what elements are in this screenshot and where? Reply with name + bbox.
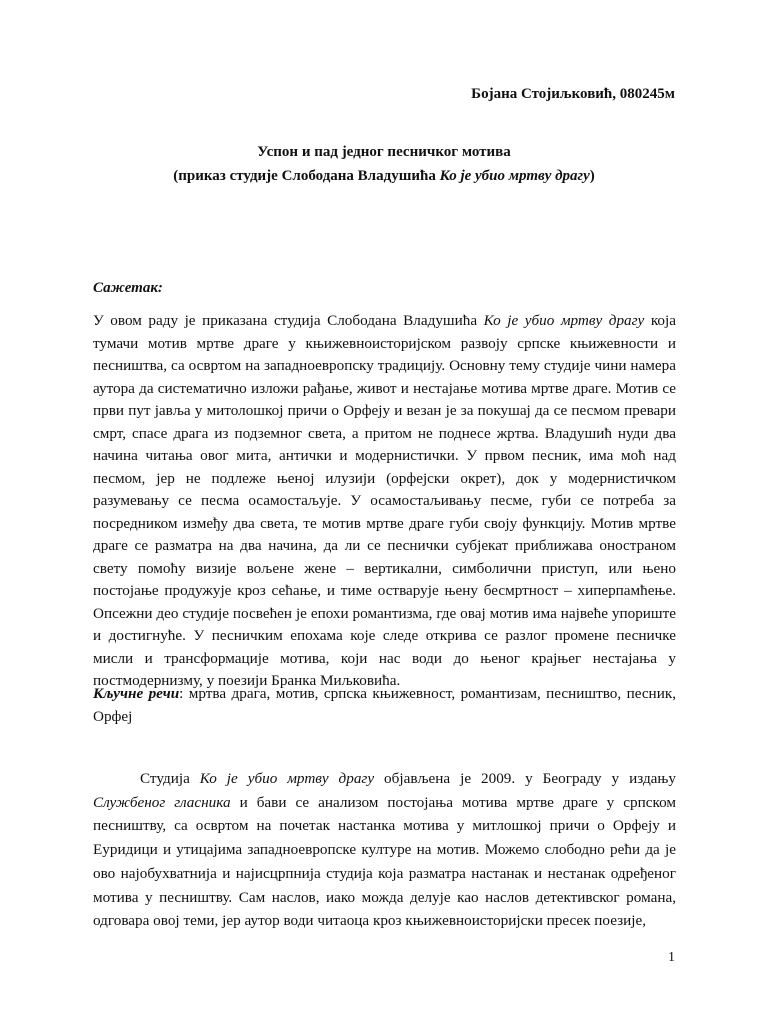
- author-name: Бојана Стојиљковић, 080245м: [471, 86, 675, 102]
- body-text-1: Студија: [140, 770, 200, 787]
- abstract-text-2: која тумачи мотив мртве драге у књижевноисторијском развоју српске књижевности и песништва, са освртом на западноевропску традицију. Основну тему студије чини намера аутора да систематично изложи рађање, живот и нестајање мотива мртве драге. Мотив се први пут јавља у митолошкој причи о Орфеју и везан је за покушај да се песмом превари смрт, спасе драга из подземног света, а притом не поднесе жртва. Владушић нуди два начина читања овог мита, антички и модернистички. У првом песник, има моћ над песмом, јер не подлеже њеној илузији (орфејски окрет), док у модернистичком разумевању се песма осамостаљује. У осамостаљивању песме, губи се потреба за посредником између два света, те мотив мртве драге губи своју функцију. Мотив мртве драге се разматра на два начина, да ли се песнички субјекат приближава оностраном свету помоћу визије вољене жене – вертикални, симболични приступ, или њено постојање продужује кроз сећање, и тиме остварује њену бесмртност – хиперпамћење. Опсежни део студије посвећен је епохи романтизма, где овај мотив има највеће упориште и достигнуће. У песничким епохама које следе открива се разлог промене песничке мисли и трансформације мотива, који нас води до њеног крајњег нестајања у постмодернизму, у поезији Бранка Миљковића.: [93, 312, 676, 689]
- body-text-2: објављена је 2009. у Београду у издању: [374, 770, 676, 787]
- keywords-paragraph: [93, 683, 676, 728]
- abstract-book-title: Ко је убио мртву драгу: [483, 312, 645, 329]
- title-line-1: Успон и пад једног песничког мотива: [257, 144, 511, 160]
- body-paragraph: [93, 767, 676, 933]
- page-number: 1: [668, 950, 675, 965]
- keywords-text: : мртва драга, мотив, српска књижевност, романтизам, песништво, песник, Орфеј: [93, 685, 676, 725]
- body-book-title: Ко је убио мртву драгу: [199, 770, 375, 787]
- keywords-label: Кључне речи: [93, 685, 180, 702]
- abstract-heading: Сажетак:: [93, 280, 163, 296]
- document-title: [93, 140, 675, 188]
- abstract-paragraph: [93, 310, 676, 693]
- title-line-2: [93, 164, 675, 188]
- abstract-text-1: У овом раду је приказана студија Слободана Владушића: [93, 312, 484, 329]
- body-text-3: и бави се анализом постојања мотива мртве драге у српском песништву, са освртом на почетак настанка мотива у митлошкој причи о Орфеју и Еуридици и утицајима западноевропске културе на мотив. Можемо слободно рећи да је ово најобухватнија и најисцрпнија студија која разматра настанак и нестанак одређеног мотива у песништву. Сам наслов, иако можда делује као наслов детективског романа, одговара овој теми, јер аутор води читаоца кроз књижевноисторијски пресек поезије,: [93, 793, 676, 930]
- title-line-2-prefix: (приказ студије Слободана Владушића: [173, 168, 440, 184]
- title-line-2-suffix: ): [589, 168, 595, 184]
- title-line-2-italic: Ко је убио мртву драгу: [439, 168, 590, 184]
- body-publisher: Службеног гласника: [93, 793, 231, 811]
